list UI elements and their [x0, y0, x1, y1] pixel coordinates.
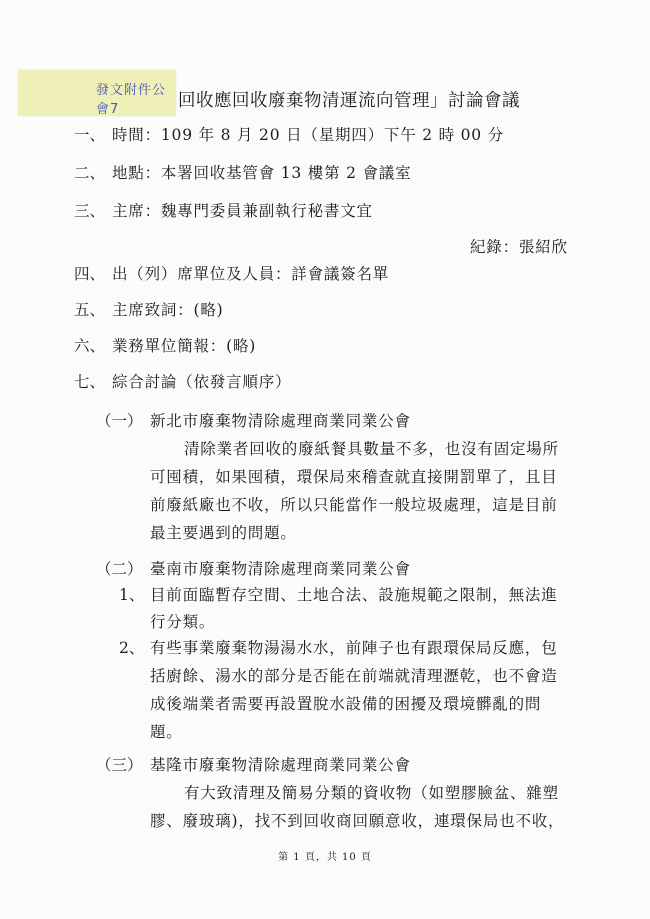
section-3-line: 有大致清理及簡易分類的資收物（如塑膠臉盆、雜塑	[184, 784, 559, 802]
sub-2-line: 成後端業者需要再設置脫水設備的困擾及環境髒亂的問	[150, 695, 542, 713]
sticky-note	[18, 70, 176, 116]
item-1-text: 時間：109 年 8 月 20 日（星期四）下午 2 時 00 分	[112, 126, 504, 144]
item-5-text: 主席致詞：(略)	[112, 301, 224, 319]
section-3-org: 基隆市廢棄物清除處理商業同業公會	[150, 756, 411, 774]
sub-2-line: 題。	[150, 723, 183, 741]
section-3-number: （三）	[96, 756, 143, 774]
section-1-number: （一）	[96, 412, 143, 430]
item-6-number: 六、	[74, 337, 106, 355]
item-4-text: 出（列）席單位及人員：詳會議簽名單	[112, 265, 390, 283]
page-footer: 第 1 頁，共 10 頁	[278, 852, 372, 863]
document-title: 回收應回收廢棄物清運流向管理」討論會議	[178, 91, 520, 111]
item-5-number: 五、	[74, 301, 106, 319]
sub-1-line: 行分類。	[150, 613, 216, 631]
item-7-number: 七、	[74, 373, 106, 391]
section-1-line: 清除業者回收的廢紙餐具數量不多，也沒有固定場所	[184, 440, 559, 458]
stamp-text: 發文附件公會7	[96, 83, 167, 117]
sub-1-number: 1、	[119, 586, 145, 604]
recorder: 紀錄：張紹欣	[470, 238, 568, 256]
section-1-line: 最主要遇到的問題。	[150, 524, 297, 542]
section-1-line: 前廢紙廠也不收，所以只能當作一般垃圾處理，這是目前	[150, 496, 558, 514]
section-1-org: 新北市廢棄物清除處理商業同業公會	[150, 412, 411, 430]
item-2-number: 二、	[74, 164, 106, 182]
section-3-line: 膠、廢玻璃)，找不到回收商回願意收，連環保局也不收，	[150, 812, 565, 830]
sub-1-line: 目前面臨暫存空間、土地合法、設施規範之限制，無法進	[150, 586, 558, 604]
sub-2-number: 2、	[119, 639, 145, 657]
item-7-text: 綜合討論（依發言順序）	[112, 373, 292, 391]
item-2-text: 地點：本署回收基管會 13 樓第 2 會議室	[112, 164, 412, 182]
section-1-line: 可囤積，如果囤積，環保局來稽查就直接開罰單了，且目	[150, 468, 558, 486]
item-4-number: 四、	[74, 265, 106, 283]
item-3-number: 三、	[74, 202, 106, 220]
sub-2-line: 有些事業廢棄物湯湯水水，前陣子也有跟環保局反應，包	[150, 639, 558, 657]
section-2-org: 臺南市廢棄物清除處理商業同業公會	[150, 560, 411, 578]
sub-2-line: 括廚餘、湯水的部分是否能在前端就清理瀝乾，也不會造	[150, 667, 558, 685]
item-3-text: 主席：魏專門委員兼副執行秘書文宜	[112, 202, 373, 220]
item-1-number: 一、	[74, 126, 106, 144]
section-2-number: （二）	[96, 560, 143, 578]
item-6-text: 業務單位簡報：(略)	[112, 337, 257, 355]
